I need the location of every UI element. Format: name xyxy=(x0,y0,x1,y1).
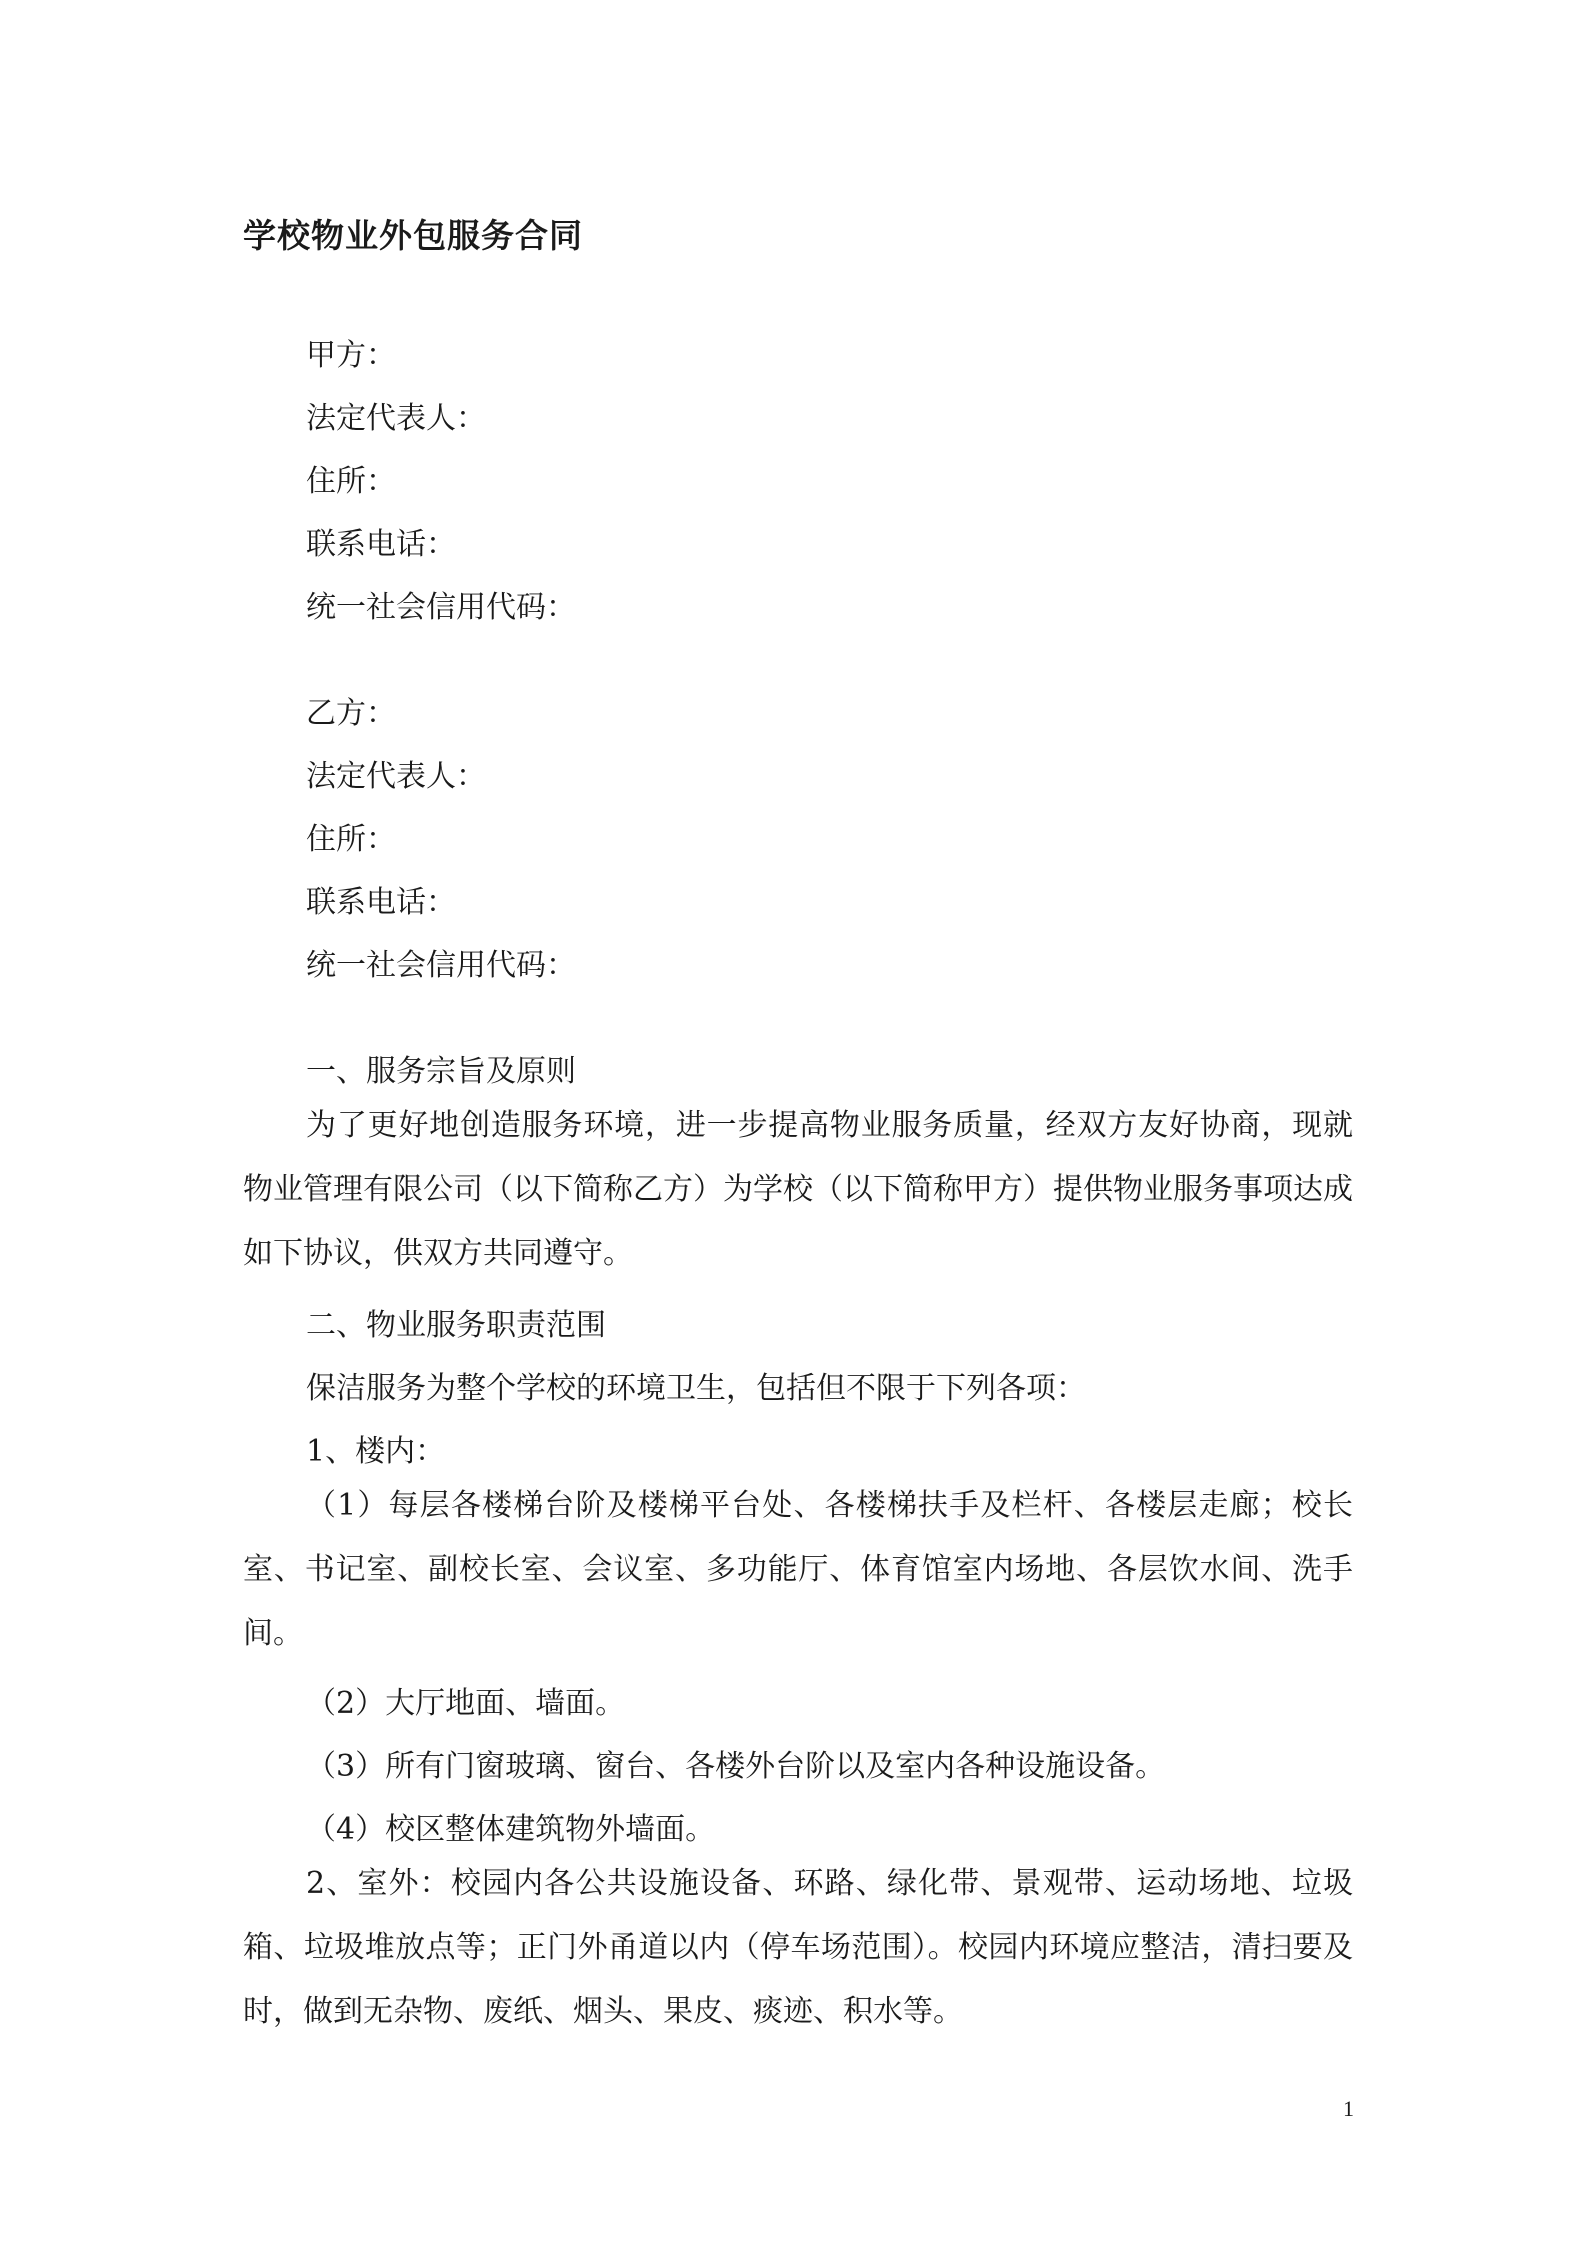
party-b-address-label: 住所： xyxy=(306,822,396,857)
party-b-rep-label: 法定代表人： xyxy=(306,759,486,794)
indoor-heading: 1、楼内： xyxy=(306,1434,446,1469)
section1-heading: 一、服务宗旨及原则 xyxy=(306,1054,576,1089)
party-a-address-label: 住所： xyxy=(306,464,396,499)
page-number: 1 xyxy=(1343,2096,1354,2121)
indoor-item-4: （4）校区整体建筑物外墙面。 xyxy=(306,1812,716,1847)
party-b-name-label: 乙方： xyxy=(306,696,396,731)
indoor-item-1: （1）每层各楼梯台阶及楼梯平台处、各楼梯扶手及栏杆、各楼层走廊；校长室、书记室、副校长室、会议室、多功能厅、体育馆室内场地、各层饮水间、洗手间。 xyxy=(243,1488,1353,1651)
party-b-phone-label: 联系电话： xyxy=(306,885,456,920)
party-a-phone-label: 联系电话： xyxy=(306,527,456,562)
party-a-name-label: 甲方： xyxy=(306,338,396,373)
outdoor-item: 2、室外：校园内各公共设施设备、环路、绿化带、景观带、运动场地、垃圾箱、垃圾堆放点等；正门外甬道以内（停车场范围）。校园内环境应整洁，清扫要及时，做到无杂物、废纸、烟头、果皮、痰迹、积水等。 xyxy=(243,1866,1353,2029)
party-a-rep-label: 法定代表人： xyxy=(306,401,486,436)
party-b-credit-code-label: 统一社会信用代码： xyxy=(306,948,576,983)
indoor-item-2: （2）大厅地面、墙面。 xyxy=(306,1686,626,1721)
party-a-credit-code-label: 统一社会信用代码： xyxy=(306,590,576,625)
section1-body: 为了更好地创造服务环境，进一步提高物业服务质量，经双方友好协商，现就物业管理有限公司（以下简称乙方）为学校（以下简称甲方）提供物业服务事项达成如下协议，供双方共同遵守。 xyxy=(243,1108,1353,1271)
document-title: 学校物业外包服务合同 xyxy=(243,216,583,255)
section2-intro: 保洁服务为整个学校的环境卫生，包括但不限于下列各项： xyxy=(306,1371,1086,1406)
section2-heading: 二、物业服务职责范围 xyxy=(306,1308,606,1343)
indoor-item-3: （3）所有门窗玻璃、窗台、各楼外台阶以及室内各种设施设备。 xyxy=(306,1749,1166,1784)
